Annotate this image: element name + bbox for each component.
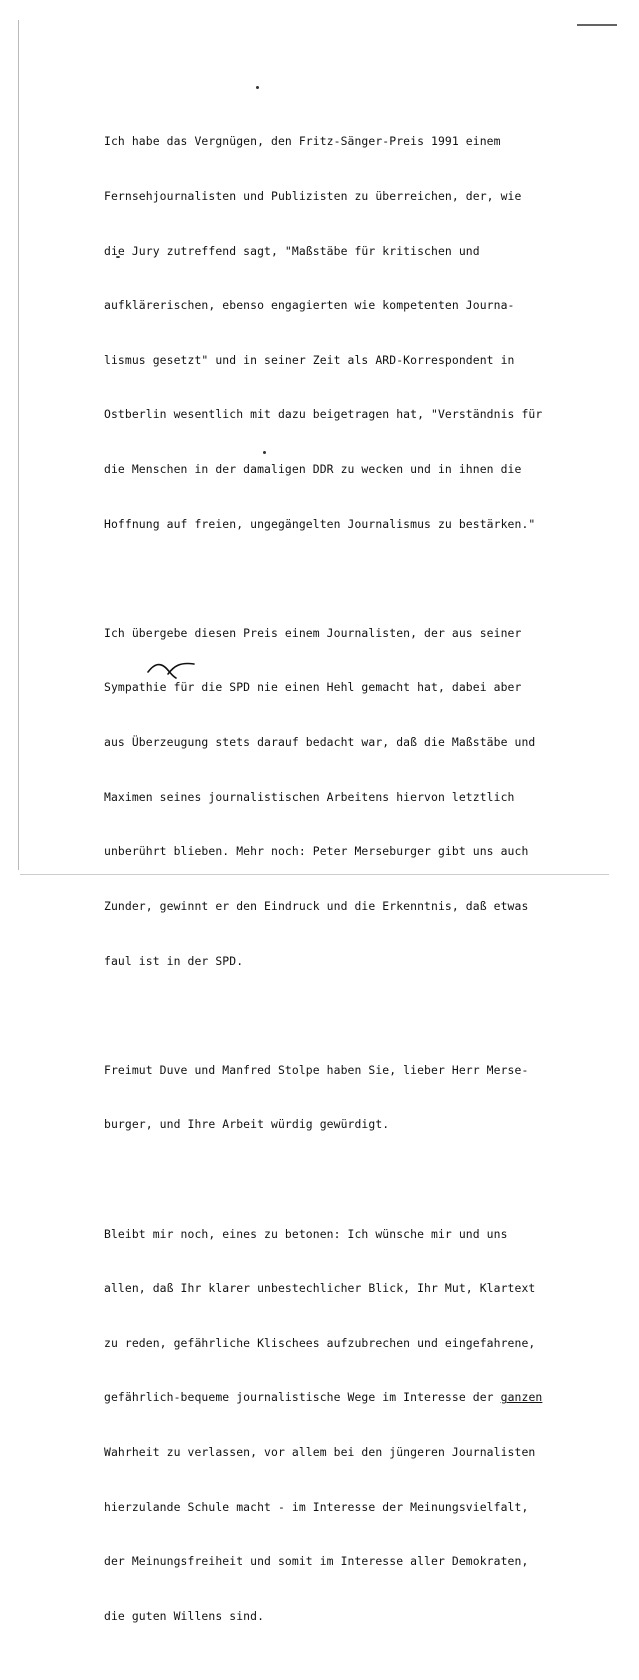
text-line: aufklärerischen, ebenso engagierten wie kompetenten Journa-: [104, 298, 515, 313]
text-line: Freimut Duve und Manfred Stolpe haben Sie, lieber Herr Merse-: [104, 1062, 529, 1077]
text-line: die Menschen in der damaligen DDR zu wecken und in ihnen die: [104, 462, 522, 477]
text-line: [104, 1388, 574, 1406]
scan-edge-left: [18, 20, 19, 870]
text-line: Ich übergebe diesen Preis einem Journalisten, der aus seiner: [104, 625, 522, 640]
text-line: lismus gesetzt" und in seiner Zeit als ARD-Korrespondent in: [104, 352, 515, 367]
text-line: burger, und Ihre Arbeit würdig gewürdigt.: [104, 1117, 390, 1132]
text-line: die guten Willens sind.: [104, 1608, 265, 1623]
paragraph-1: [104, 96, 574, 569]
text-line: Sympathie für die SPD nie einen Hehl gemacht hat, dabei aber: [104, 680, 522, 695]
text-line: unberührt blieben. Mehr noch: Peter Merseburger gibt uns auch: [104, 844, 529, 859]
handwritten-signature: [146, 652, 206, 682]
text-line: Ostberlin wesentlich mit dazu beigetragen hat, "Verständnis für: [104, 407, 543, 422]
paragraph-4: [104, 1188, 574, 1661]
text-line: Zunder, gewinnt er den Eindruck und die Erkenntnis, daß etwas: [104, 898, 529, 913]
text-line: aus Überzeugung stets darauf bedacht war, daß die Maßstäbe und: [104, 735, 536, 750]
text-line: Wahrheit zu verlassen, vor allem bei den jüngeren Journalisten: [104, 1444, 536, 1459]
paragraph-2: [104, 587, 574, 1006]
text-line: allen, daß Ihr klarer unbestechlicher Blick, Ihr Mut, Klartext: [104, 1281, 536, 1296]
text-line: Bleibt mir noch, eines zu betonen: Ich wünsche mir und uns: [104, 1226, 508, 1241]
text-line: die Jury zutreffend sagt, "Maßstäbe für kritischen und: [104, 243, 480, 258]
scan-corner-mark: [577, 24, 617, 30]
text-line: faul ist in der SPD.: [104, 953, 244, 968]
paragraph-3: [104, 1024, 574, 1170]
text-line-part: gefährlich-bequeme journalistische Wege im Interesse der: [104, 1390, 494, 1405]
letter-body: [104, 96, 574, 1680]
text-line: der Meinungsfreiheit und somit im Interesse aller Demokraten,: [104, 1554, 529, 1569]
underlined-word: ganzen: [500, 1390, 543, 1405]
text-line: Ich habe das Vergnügen, den Fritz-Sänger-Preis 1991 einem: [104, 134, 501, 149]
text-line: zu reden, gefährliche Klischees aufzubrechen und eingefahrene,: [104, 1335, 536, 1350]
text-line: hierzulande Schule macht - im Interesse der Meinungsvielfalt,: [104, 1499, 529, 1514]
text-line: Maximen seines journalistischen Arbeitens hiervon letztlich: [104, 789, 515, 804]
text-line: Fernsehjournalisten und Publizisten zu überreichen, der, wie: [104, 189, 522, 204]
text-line: Hoffnung auf freien, ungegängelten Journalismus zu bestärken.": [104, 516, 536, 531]
scan-speck: [256, 86, 259, 89]
